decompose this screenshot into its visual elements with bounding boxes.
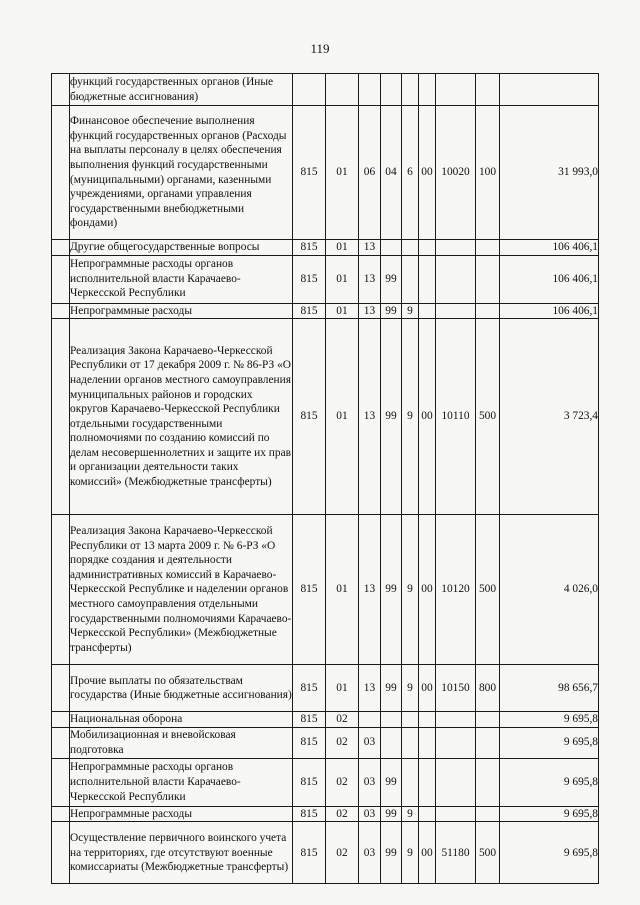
- direction-code-cell: 10150: [436, 665, 476, 712]
- amount-cell: 106 406,1: [500, 303, 599, 319]
- table-row: [52, 727, 599, 758]
- expense-name-cell: Непрограммные расходы органов исполнительной власти Карачаево-Черкесской Республики: [70, 758, 293, 806]
- section-code-cell: 01: [326, 106, 359, 240]
- main-event-code-cell: [419, 240, 436, 256]
- section-code-cell: 01: [326, 319, 359, 515]
- program-code-cell: 99: [381, 806, 402, 822]
- direction-code-cell: [436, 712, 476, 728]
- row-margin-cell: [52, 822, 70, 884]
- subprogram-code-cell: 9: [402, 319, 419, 515]
- main-event-code-cell: [419, 758, 436, 806]
- budget-table-body: [52, 74, 599, 884]
- program-code-cell: 99: [381, 758, 402, 806]
- program-code-cell: 99: [381, 822, 402, 884]
- section-code-cell: 01: [326, 515, 359, 665]
- direction-code-cell: [436, 303, 476, 319]
- expense-name-cell: Другие общегосударственные вопросы: [70, 240, 293, 256]
- section-code-cell: 02: [326, 806, 359, 822]
- main-event-code-cell: 00: [419, 319, 436, 515]
- row-margin-cell: [52, 74, 70, 106]
- row-margin-cell: [52, 515, 70, 665]
- subprogram-code-cell: 6: [402, 106, 419, 240]
- ministry-code-cell: 815: [293, 665, 326, 712]
- program-code-cell: 04: [381, 106, 402, 240]
- subsection-code-cell: 13: [359, 303, 381, 319]
- expense-type-code-cell: [476, 303, 500, 319]
- expense-name-cell: Мобилизационная и вневойсковая подготовка: [70, 727, 293, 758]
- main-event-code-cell: [419, 255, 436, 303]
- expense-type-code-cell: 500: [476, 319, 500, 515]
- subsection-code-cell: 13: [359, 240, 381, 256]
- subprogram-code-cell: 9: [402, 822, 419, 884]
- table-row: [52, 822, 599, 884]
- section-code-cell: 01: [326, 240, 359, 256]
- amount-cell: 9 695,8: [500, 822, 599, 884]
- direction-code-cell: [436, 240, 476, 256]
- direction-code-cell: [436, 727, 476, 758]
- main-event-code-cell: [419, 712, 436, 728]
- expense-name-cell: Финансовое обеспечение выполнения функций государственных органов (Расходы на выплаты персоналу в целях обеспечения выполнения функций государственными (муниципальными) органами, казенными учреждениями, органами управления государственными внебюджетными фондами): [70, 106, 293, 240]
- subsection-code-cell: 13: [359, 665, 381, 712]
- expense-name-cell: Реализация Закона Карачаево-Черкесской Республики от 13 марта 2009 г. № 6-РЗ «О порядке создания и деятельности административных комиссий в Карачаево-Черкесской Республике и наделении органов местного самоуправления отдельными государственными полномочиями Карачаево-Черкесской Республики» (Межбюджетные трансферты): [70, 515, 293, 665]
- expense-name-cell: Реализация Закона Карачаево-Черкесской Республики от 17 декабря 2009 г. № 86-РЗ «О наделении органов местного самоуправления муниципальных районов и городских округов Карачаево-Черкесской Республики отдельными государственными полномочиями по созданию комиссий по делам несовершеннолетних и защите их прав и организации деятельности таких комиссий» (Межбюджетные трансферты): [70, 319, 293, 515]
- subprogram-code-cell: [402, 74, 419, 106]
- ministry-code-cell: [293, 74, 326, 106]
- direction-code-cell: 10020: [436, 106, 476, 240]
- expense-type-code-cell: 500: [476, 822, 500, 884]
- amount-cell: 9 695,8: [500, 758, 599, 806]
- amount-cell: 98 656,7: [500, 665, 599, 712]
- ministry-code-cell: 815: [293, 758, 326, 806]
- subprogram-code-cell: 9: [402, 303, 419, 319]
- row-margin-cell: [52, 727, 70, 758]
- section-code-cell: 02: [326, 727, 359, 758]
- direction-code-cell: [436, 74, 476, 106]
- subsection-code-cell: 03: [359, 727, 381, 758]
- expense-name-cell: Непрограммные расходы: [70, 806, 293, 822]
- expense-name-cell: функций государственных органов (Иные бюджетные ассигнования): [70, 74, 293, 106]
- amount-cell: 9 695,8: [500, 712, 599, 728]
- section-code-cell: [326, 74, 359, 106]
- amount-cell: 106 406,1: [500, 240, 599, 256]
- subsection-code-cell: 03: [359, 758, 381, 806]
- amount-cell: 31 993,0: [500, 106, 599, 240]
- table-row: [52, 665, 599, 712]
- program-code-cell: [381, 712, 402, 728]
- expense-type-code-cell: [476, 727, 500, 758]
- main-event-code-cell: [419, 303, 436, 319]
- subprogram-code-cell: [402, 758, 419, 806]
- direction-code-cell: [436, 758, 476, 806]
- ministry-code-cell: 815: [293, 106, 326, 240]
- subsection-code-cell: 03: [359, 822, 381, 884]
- table-row: [52, 712, 599, 728]
- expense-type-code-cell: 800: [476, 665, 500, 712]
- row-margin-cell: [52, 806, 70, 822]
- ministry-code-cell: 815: [293, 806, 326, 822]
- main-event-code-cell: 00: [419, 106, 436, 240]
- ministry-code-cell: 815: [293, 822, 326, 884]
- subprogram-code-cell: 9: [402, 515, 419, 665]
- table-row: [52, 255, 599, 303]
- row-margin-cell: [52, 303, 70, 319]
- ministry-code-cell: 815: [293, 727, 326, 758]
- main-event-code-cell: 00: [419, 665, 436, 712]
- expense-name-cell: Национальная оборона: [70, 712, 293, 728]
- row-margin-cell: [52, 758, 70, 806]
- subsection-code-cell: 06: [359, 106, 381, 240]
- table-row: [52, 515, 599, 665]
- row-margin-cell: [52, 665, 70, 712]
- amount-cell: 9 695,8: [500, 727, 599, 758]
- subprogram-code-cell: [402, 255, 419, 303]
- subsection-code-cell: 13: [359, 515, 381, 665]
- section-code-cell: 01: [326, 255, 359, 303]
- row-margin-cell: [52, 106, 70, 240]
- expense-name-cell: Непрограммные расходы органов исполнительной власти Карачаево-Черкесской Республики: [70, 255, 293, 303]
- table-row: [52, 319, 599, 515]
- direction-code-cell: 10110: [436, 319, 476, 515]
- table-row: [52, 303, 599, 319]
- table-row: [52, 106, 599, 240]
- ministry-code-cell: 815: [293, 240, 326, 256]
- table-row: [52, 240, 599, 256]
- direction-code-cell: [436, 255, 476, 303]
- amount-cell: 4 026,0: [500, 515, 599, 665]
- program-code-cell: 99: [381, 319, 402, 515]
- subprogram-code-cell: 9: [402, 806, 419, 822]
- ministry-code-cell: 815: [293, 303, 326, 319]
- expense-type-code-cell: [476, 806, 500, 822]
- subsection-code-cell: 13: [359, 319, 381, 515]
- amount-cell: [500, 74, 599, 106]
- direction-code-cell: 51180: [436, 822, 476, 884]
- expense-name-cell: Прочие выплаты по обязательствам государства (Иные бюджетные ассигнования): [70, 665, 293, 712]
- expense-type-code-cell: [476, 758, 500, 806]
- program-code-cell: 99: [381, 665, 402, 712]
- page-number: 119: [310, 41, 330, 56]
- main-event-code-cell: [419, 806, 436, 822]
- row-margin-cell: [52, 319, 70, 515]
- budget-table: [51, 73, 599, 884]
- subprogram-code-cell: 9: [402, 665, 419, 712]
- expense-type-code-cell: 500: [476, 515, 500, 665]
- row-margin-cell: [52, 240, 70, 256]
- subsection-code-cell: 03: [359, 806, 381, 822]
- expense-name-cell: Осуществление первичного воинского учета на территориях, где отсутствуют военные комиссариаты (Межбюджетные трансферты): [70, 822, 293, 884]
- row-margin-cell: [52, 255, 70, 303]
- amount-cell: 9 695,8: [500, 806, 599, 822]
- ministry-code-cell: 815: [293, 255, 326, 303]
- subsection-code-cell: [359, 712, 381, 728]
- program-code-cell: [381, 74, 402, 106]
- ministry-code-cell: 815: [293, 712, 326, 728]
- expense-type-code-cell: [476, 712, 500, 728]
- program-code-cell: [381, 727, 402, 758]
- amount-cell: 3 723,4: [500, 319, 599, 515]
- section-code-cell: 02: [326, 758, 359, 806]
- program-code-cell: 99: [381, 303, 402, 319]
- ministry-code-cell: 815: [293, 515, 326, 665]
- amount-cell: 106 406,1: [500, 255, 599, 303]
- subsection-code-cell: [359, 74, 381, 106]
- expense-type-code-cell: [476, 255, 500, 303]
- direction-code-cell: [436, 806, 476, 822]
- subprogram-code-cell: [402, 712, 419, 728]
- main-event-code-cell: 00: [419, 822, 436, 884]
- subprogram-code-cell: [402, 240, 419, 256]
- table-row: [52, 758, 599, 806]
- program-code-cell: 99: [381, 515, 402, 665]
- table-row: [52, 74, 599, 106]
- expense-type-code-cell: 100: [476, 106, 500, 240]
- section-code-cell: 01: [326, 303, 359, 319]
- row-margin-cell: [52, 712, 70, 728]
- expense-type-code-cell: [476, 240, 500, 256]
- expense-name-cell: Непрограммные расходы: [70, 303, 293, 319]
- table-row: [52, 806, 599, 822]
- program-code-cell: [381, 240, 402, 256]
- program-code-cell: 99: [381, 255, 402, 303]
- subsection-code-cell: 13: [359, 255, 381, 303]
- ministry-code-cell: 815: [293, 319, 326, 515]
- main-event-code-cell: 00: [419, 515, 436, 665]
- main-event-code-cell: [419, 74, 436, 106]
- section-code-cell: 01: [326, 665, 359, 712]
- main-event-code-cell: [419, 727, 436, 758]
- subprogram-code-cell: [402, 727, 419, 758]
- expense-type-code-cell: [476, 74, 500, 106]
- section-code-cell: 02: [326, 822, 359, 884]
- section-code-cell: 02: [326, 712, 359, 728]
- direction-code-cell: 10120: [436, 515, 476, 665]
